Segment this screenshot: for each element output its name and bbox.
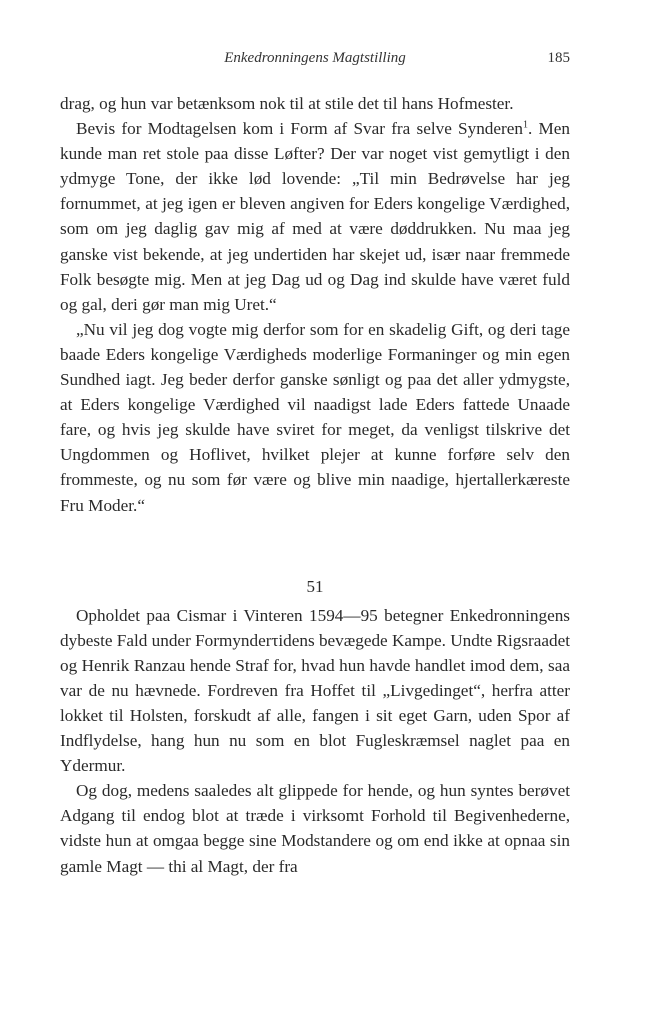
book-page: [60, 50, 570, 879]
paragraph: Opholdet paa Cismar i Vinteren 1594—95 betegner Enkedronningens dybeste Fald under Formynderτidens bevægede Kampe. Undte Rigsraadet og Henrik Ranzau hende Straf for, hvad hun havde handlet imod dem, saa var de nu hævnede. Fordreven fra Hoffet til „Livgedinget“, herfra atter lokket til Holsten, forskudt af alle, fangen i sit eget Garn, uden Spor af Indflydelse, hang hun nu som en blot Fugleskræmsel naglet paa en Ydermur.: [60, 605, 570, 776]
paragraph-text: . Men kunde man ret stole paa disse Løfter? Der var noget vist gemytligt i den ydmyge Tone, der ikke lød lovende: „Til min Bedrøvelse har jeg fornummet, at jeg igen er bleven angiven for Eders kongelige Værdighed, som om jeg daglig gav mig af med at være døddrukken. Nu maa jeg ganske vist bekende, at jeg undertiden har skejet ud, især naar fremmede Folk besøgte mig. Men at jeg Dag ud og Dag ind skulde have været fuld og gal, deri gør man mig Uret.“: [60, 119, 570, 314]
running-title: Enkedronningens Magtstilling: [224, 50, 406, 66]
section-2-text: [60, 603, 570, 879]
paragraph-text: Bevis for Modtagelsen kom i Form af Svar fra selve Synderen: [76, 119, 523, 139]
running-head: [60, 50, 570, 76]
paragraph-quote: „Nu vil jeg dog vogte mig derfor som for en skadelig Gift, og deri tage baade Eders kongelige Værdigheds moderlige Formaninger og min egen Sundhed iagt. Jeg beder derfor ganske sønligt og paa det aller ydmygste, at Eders kongelige Værdighed vil naadigst lade Eders fattede Unaade fare, og hvis jeg skulde have sviret for meget, da venligst tilskrive det Ungdommen og Hoflivet, hvilket plejer at kunne forføre selv den frommeste, og nu som før være og blive min naadige, hjertallerkæreste Fru Moder.“: [60, 319, 570, 515]
section-number: 51: [306, 576, 324, 596]
section-1-text: [60, 91, 570, 518]
page-number: 185: [547, 50, 570, 66]
paragraph-with-footnote: [60, 116, 570, 317]
paragraph-continuation: drag, og hun var betænksom nok til at stile det til hans Hofmester.: [60, 94, 514, 113]
paragraph: Og dog, medens saaledes alt glippede for hende, og hun syntes berøvet Adgang til endog blot at træde i virksomt Forhold til Begivenhederne, vidste hun at omgaa begge sine Modstandere og om end ikke at opnaa sin gamle Magt — thi al Magt, der fra: [60, 781, 570, 876]
footnote-marker: 1: [522, 119, 528, 131]
